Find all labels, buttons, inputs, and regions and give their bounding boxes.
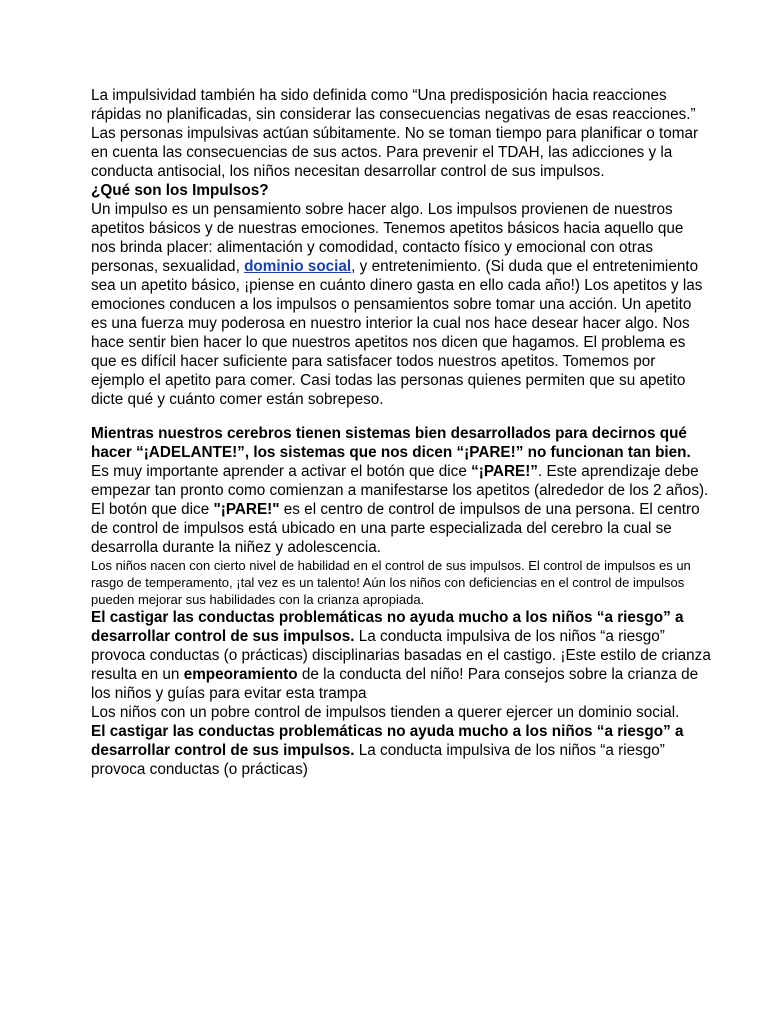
paragraph-text: Un impulso es un pensamiento sobre hacer algo. Los impulsos provienen de nuestros apetitos básicos y de nuestras emociones. Tenemos apetitos básicos hacia aquello que nos brinda placer: alimentación y comodidad, contacto físico y emocional con otras personas, sexualidad, [91, 201, 684, 275]
paragraph-text: Es muy importante aprender a activar el botón que dice [91, 463, 472, 480]
paragraph-impulses-explained [91, 200, 711, 409]
spacer [91, 409, 711, 424]
emphasis-text: “¡PARE!” [471, 463, 538, 480]
emphasis-text: empeoramiento [183, 666, 298, 683]
heading-brain-systems: Mientras nuestros cerebros tienen sistemas bien desarrollados para decirnos qué hacer “¡ADELANTE!”, los sistemas que nos dicen “¡PARE!” no funcionan tan bien. [91, 425, 691, 461]
paragraph-social-dominance: Los niños con un pobre control de impulsos tienden a querer ejercer un dominio social. [91, 704, 680, 721]
heading-what-are-impulses: ¿Qué son los Impulsos? [91, 182, 269, 199]
emphasis-text: "¡PARE!" [213, 501, 280, 518]
emphasis-text: El castigar las conductas problemáticas no ayuda mucho a los niños “a riesgo” a desarrollar control de sus impulsos. [91, 723, 684, 759]
paragraph-text: La conducta impulsiva de los niños “a riesgo” provoca conductas (o prácticas) disciplinarias basadas en el castigo. ¡Este estilo de crianza resulta en un [91, 628, 711, 683]
paragraph-text: de la conducta del niño! Para consejos sobre la crianza de los niños y guías para evitar esta trampa [91, 666, 699, 702]
paragraph-text: . Este aprendizaje debe empezar tan pronto como comienzan a manifestarse los apetitos (alrededor de los 2 años). El botón que dice [91, 463, 709, 518]
paragraph-text: La conducta impulsiva de los niños “a riesgo” provoca conductas (o prácticas) [91, 742, 665, 778]
link-dominio-social[interactable]: dominio social [244, 258, 352, 275]
document-page [91, 86, 711, 779]
paragraph-impulsivity-definition: La impulsividad también ha sido definida como “Una predisposición hacia reacciones rápidas no planificadas, sin considerar las consecuencias negativas de esas reacciones.” Las personas impulsivas actúan súbitamente. No se toman tiempo para planificar o tomar en cuenta las consecuencias de sus actos. Para prevenir el TDAH, las adicciones y la conducta antisocial, los niños necesitan desarrollar control de sus impulsos. [91, 87, 699, 180]
paragraph-punishment-repeat [91, 722, 711, 779]
paragraph-stop-button [91, 462, 711, 557]
paragraph-text: es el centro de control de impulsos de una persona. El centro de control de impulsos está ubicado en una parte especializada del cerebro la cual se desarrolla durante la niñez y adolescencia. [91, 501, 700, 556]
paragraph-temperament: Los niños nacen con cierto nivel de habilidad en el control de sus impulsos. El control de impulsos es un rasgo de temperamento, ¡tal vez es un talento! Aún los niños con deficiencias en el control de impulsos pueden mejorar sus habilidades con la crianza apropiada. [91, 558, 691, 607]
emphasis-text: El castigar las conductas problemáticas no ayuda mucho a los niños “a riesgo” a desarrollar control de sus impulsos. [91, 609, 684, 645]
paragraph-text: , y entretenimiento. (Si duda que el entretenimiento sea un apetito básico, ¡piense en cuánto dinero gasta en ello cada año!) Los apetitos y las emociones conducen a los impulsos o pensamientos sobre tomar una acción. Un apetito es una fuerza muy poderosa en nuestro interior la cual nos hace desear hacer algo. Nos hace sentir bien hacer lo que nuestros apetitos nos dicen que hagamos. El problema es que es difícil hacer suficiente para satisfacer todos nuestros apetitos. Tomemos por ejemplo el apetito para comer. Casi todas las personas quienes permiten que su apetito dicte qué y cuánto comer están sobrepeso. [91, 258, 703, 408]
paragraph-punishment [91, 608, 711, 703]
